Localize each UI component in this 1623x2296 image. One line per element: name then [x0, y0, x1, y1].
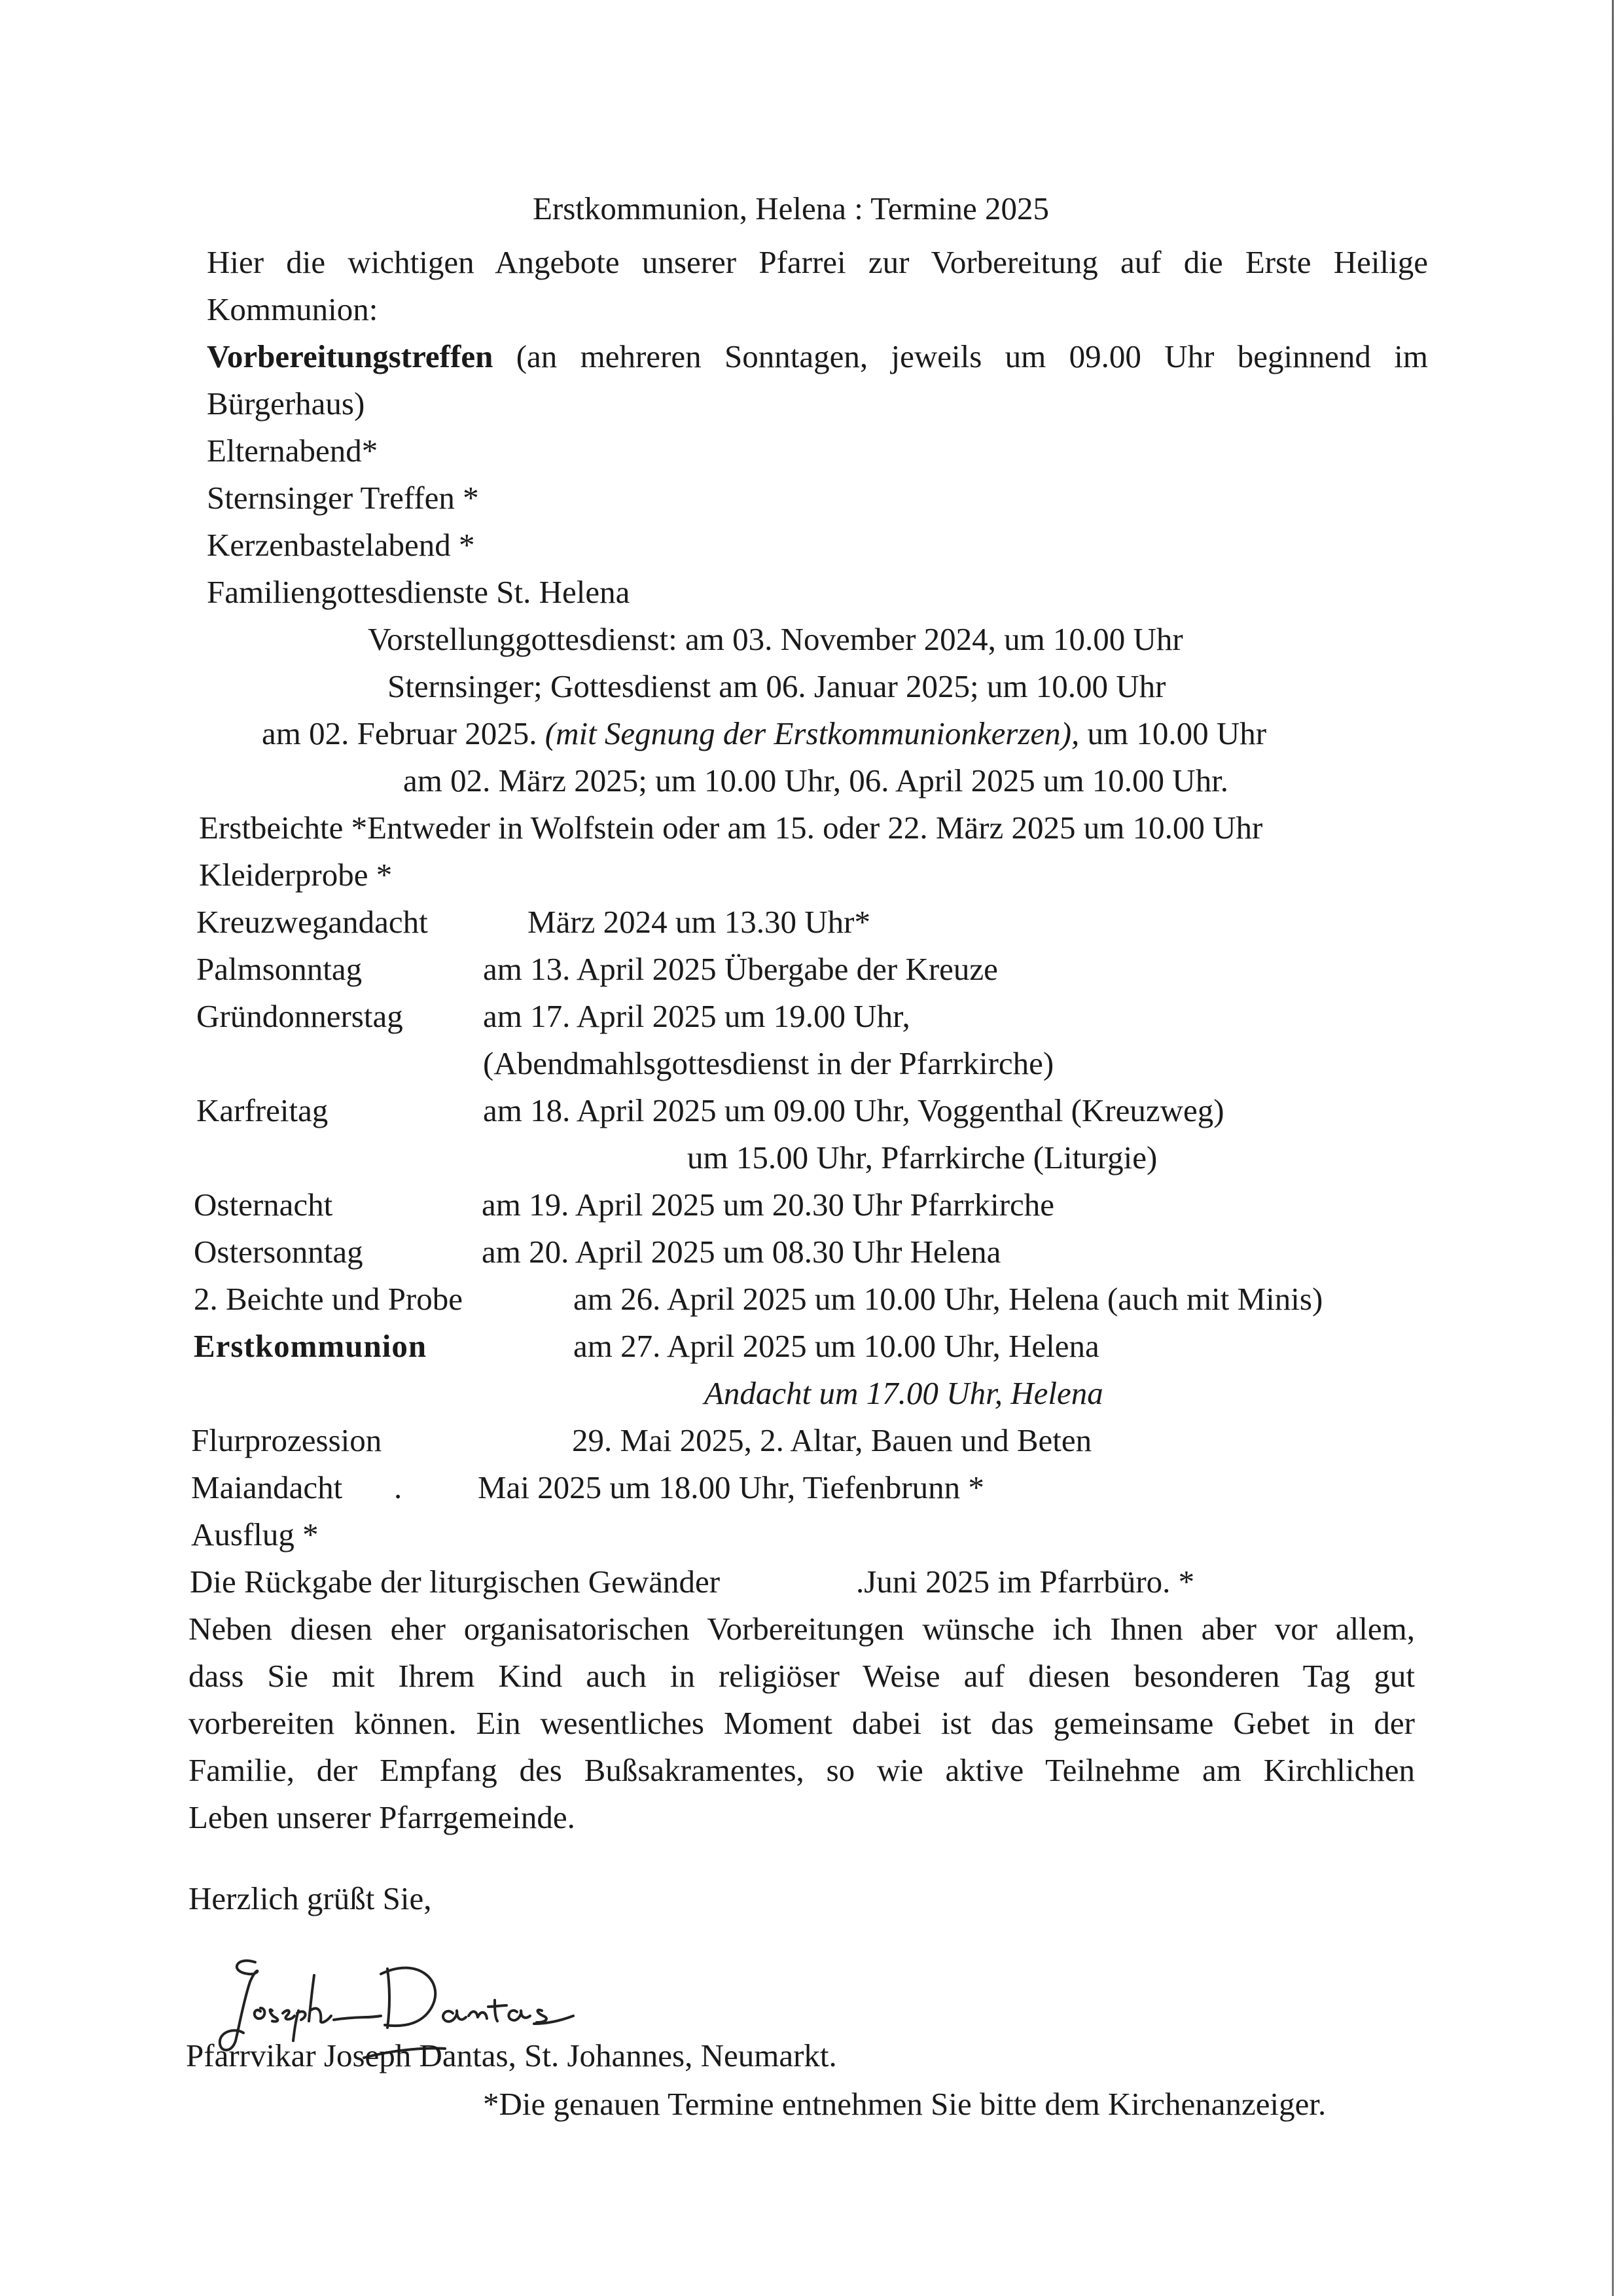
closing-line-3: vorbereiten können. Ein wesentliches Moment dabei ist das gemeinsame Gebet in der	[188, 1705, 1415, 1741]
maiandacht-dot: .	[394, 1469, 402, 1505]
schedule-label-karfreitag: Karfreitag	[196, 1092, 329, 1128]
ausflug-line: Ausflug *	[191, 1516, 319, 1552]
prep-rest: (an mehreren Sonntagen, jeweils um 09.00 Uhr beginnend im	[493, 338, 1428, 374]
prep-line-1	[207, 338, 1428, 376]
prep-line-2: Bürgerhaus)	[207, 386, 365, 422]
schedule-value-erstkommunion: am 27. April 2025 um 10.00 Uhr, Helena	[573, 1328, 1099, 1364]
schedule-value-osternacht: am 19. April 2025 um 20.30 Uhr Pfarrkirche	[482, 1187, 1055, 1223]
schedule-value-gruendonnerstag: am 17. April 2025 um 19.00 Uhr,	[483, 998, 910, 1034]
kleiderprobe-line: Kleiderprobe *	[199, 857, 393, 893]
family-service-3: am 02. Februar 2025. (mit Segnung der Erstkommunionkerzen), um 10.00 Uhr	[262, 715, 1267, 751]
schedule-label-flurprozession: Flurprozession	[191, 1422, 382, 1458]
erstbeichte-line: Erstbeichte *Entweder in Wolfstein oder am 15. oder 22. März 2025 um 10.00 Uhr	[199, 810, 1263, 846]
schedule-label-gruendonnerstag: Gründonnerstag	[196, 998, 403, 1034]
family-service-2: Sternsinger; Gottesdienst am 06. Januar 2025; um 10.00 Uhr	[387, 668, 1166, 704]
closing-line-4: Familie, der Empfang des Bußsakramentes, so wie aktive Teilnehme am Kirchlichen	[188, 1752, 1415, 1788]
schedule-value-karfreitag-2: um 15.00 Uhr, Pfarrkirche (Liturgie)	[687, 1139, 1158, 1175]
schedule-value-ostersonntag: am 20. April 2025 um 08.30 Uhr Helena	[482, 1234, 1001, 1270]
footnote: *Die genauen Termine entnehmen Sie bitte dem Kirchenanzeiger.	[483, 2086, 1327, 2122]
item-familiengottesdienste: Familiengottesdienste St. Helena	[207, 574, 630, 610]
schedule-label-beichte-probe: 2. Beichte und Probe	[194, 1281, 463, 1317]
family-service-4: am 02. März 2025; um 10.00 Uhr, 06. April 2025 um 10.00 Uhr.	[403, 762, 1229, 798]
item-sternsinger: Sternsinger Treffen *	[207, 480, 479, 516]
schedule-label-osternacht: Osternacht	[194, 1187, 333, 1223]
closing-line-5: Leben unserer Pfarrgemeinde.	[188, 1799, 575, 1835]
document-title: Erstkommunion, Helena : Termine 2025	[533, 190, 1050, 226]
rueckgabe-label: Die Rückgabe der liturgischen Gewänder	[190, 1564, 721, 1600]
family-service-3-italic: (mit Segnung der Erstkommunionkerzen),	[544, 715, 1080, 751]
intro-line-2: Kommunion:	[207, 291, 378, 327]
intro-line-1: Hier die wichtigen Angebote unserer Pfarrei zur Vorbereitung auf die Erste Heilige	[207, 244, 1428, 280]
item-kerzenbastelabend: Kerzenbastelabend *	[207, 527, 475, 563]
schedule-label-kreuzwegandacht: Kreuzwegandacht	[196, 904, 428, 940]
schedule-value-gruendonnerstag-2: (Abendmahlsgottesdienst in der Pfarrkirche)	[483, 1045, 1054, 1081]
schedule-value-kreuzwegandacht: März 2024 um 13.30 Uhr*	[527, 904, 870, 940]
scan-edge-line	[1612, 0, 1614, 2296]
schedule-label-maiandacht: Maiandacht	[191, 1469, 343, 1505]
item-elternabend: Elternabend*	[207, 433, 378, 469]
family-service-1: Vorstellunggottesdienst: am 03. November 2024, um 10.00 Uhr	[368, 621, 1183, 657]
signer-line: Pfarrvikar Joseph Dantas, St. Johannes, Neumarkt.	[186, 2037, 837, 2073]
closing-line-2: dass Sie mit Ihrem Kind auch in religiöser Weise auf diesen besonderen Tag gut	[188, 1658, 1415, 1694]
closing-line-1: Neben diesen eher organisatorischen Vorbereitungen wünsche ich Ihnen aber vor allem,	[188, 1611, 1415, 1647]
schedule-label-ostersonntag: Ostersonntag	[194, 1234, 363, 1270]
rueckgabe-value: .Juni 2025 im Pfarrbüro. *	[856, 1564, 1195, 1600]
schedule-label-erstkommunion: Erstkommunion	[194, 1328, 427, 1364]
schedule-value-flurprozession: 29. Mai 2025, 2. Altar, Bauen und Beten	[572, 1422, 1092, 1458]
prep-bold-label: Vorbereitungstreffen	[207, 338, 493, 374]
greeting: Herzlich grüßt Sie,	[188, 1880, 432, 1916]
schedule-value-palmsonntag: am 13. April 2025 Übergabe der Kreuze	[483, 951, 998, 987]
schedule-value-karfreitag: am 18. April 2025 um 09.00 Uhr, Voggenthal (Kreuzweg)	[483, 1092, 1224, 1128]
schedule-label-palmsonntag: Palmsonntag	[196, 951, 363, 987]
schedule-value-andacht: Andacht um 17.00 Uhr, Helena	[704, 1375, 1103, 1411]
schedule-value-maiandacht: Mai 2025 um 18.00 Uhr, Tiefenbrunn *	[478, 1469, 984, 1505]
schedule-value-beichte-probe: am 26. April 2025 um 10.00 Uhr, Helena (auch mit Minis)	[573, 1281, 1323, 1317]
